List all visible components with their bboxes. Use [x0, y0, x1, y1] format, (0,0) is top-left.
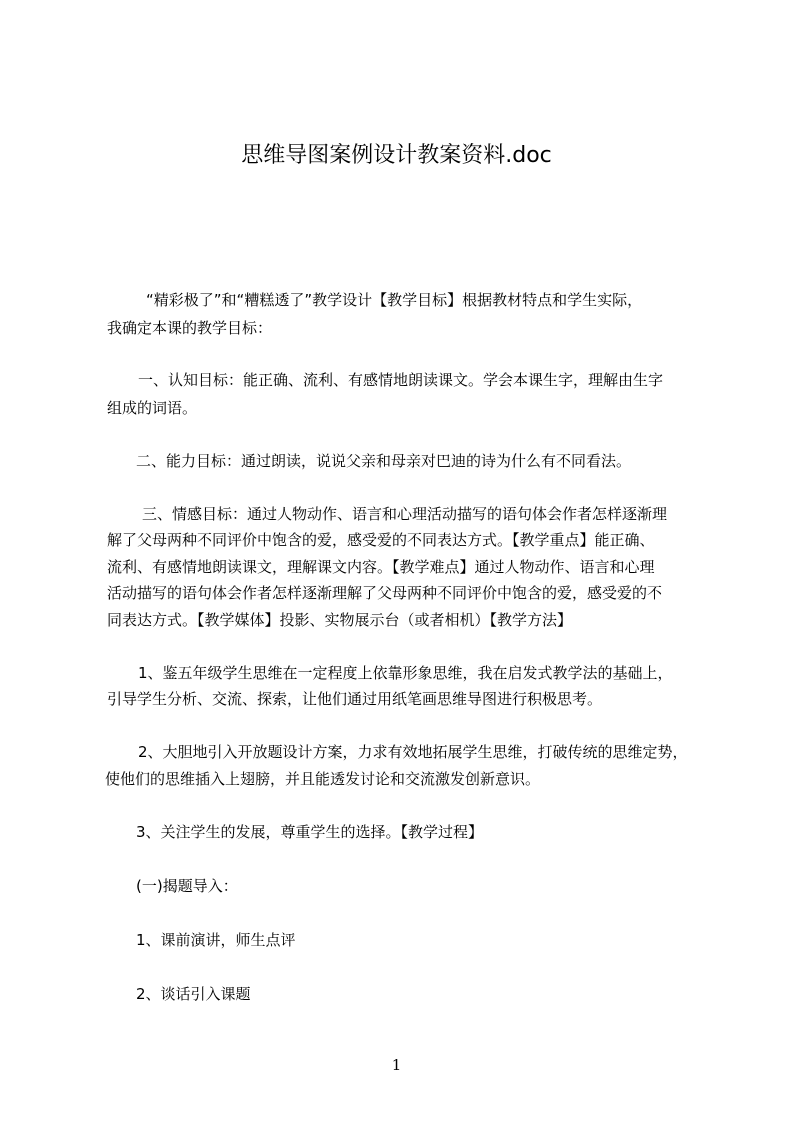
paragraph-9-line-1: 1、课前演讲，师生点评	[136, 931, 296, 949]
paragraph-6-line-1: 2、大胆地引入开放题设计方案，力求有效地拓展学生思维，打破传统的思维定势，	[138, 743, 688, 761]
paragraph-6-line-2: 使他们的思维插入上翅膀，并且能透发讨论和交流激发创新意识。	[105, 770, 541, 788]
document-title: 思维导图案例设计教案资料.doc	[241, 143, 552, 168]
paragraph-5-line-1: 1、鉴五年级学生思维在一定程度上依靠形象思维，我在启发式教学法的基础上，	[138, 664, 673, 682]
paragraph-4-line-2: 解了父母两种不同评价中饱含的爱，感受爱的不同表达方式。【教学重点】能正确、	[107, 531, 655, 549]
page-number: 1	[391, 1056, 402, 1074]
paragraph-1-line-1: “精彩极了”和“糟糕透了”教学设计【教学目标】根据教材特点和学生实际，	[146, 291, 643, 309]
paragraph-2-line-2: 组成的词语。	[107, 399, 198, 417]
paragraph-5-line-2: 引导学生分析、交流、探索，让他们通过用纸笔画思维导图进行积极思考。	[107, 690, 603, 708]
paragraph-2-line-1: 一、认知目标：能正确、流利、有感情地朗读课文。学会本课生字，理解由生字	[138, 371, 664, 389]
paragraph-4-line-1: 三、情感目标：通过人物动作、语言和心理活动描写的语句体会作者怎样逐渐理	[142, 505, 668, 523]
paragraph-4-line-5: 同表达方式。【教学媒体】投影、实物展示台（或者相机）【教学方法】	[107, 611, 573, 629]
paragraph-10-line-1: 2、谈话引入课题	[136, 985, 251, 1003]
paragraph-3-line-1: 二、能力目标：通过朗读，说说父亲和母亲对巴迪的诗为什么有不同看法。	[136, 452, 632, 470]
paragraph-7-line-1: 3、关注学生的发展，尊重学生的选择。【教学过程】	[136, 823, 484, 841]
paragraph-4-line-3: 流利、有感情地朗读课文，理解课文内容。【教学难点】通过人物动作、语言和心理	[107, 558, 655, 576]
paragraph-8-line-1: (一)揭题导入：	[136, 877, 238, 895]
paragraph-1-line-2: 我确定本课的教学目标：	[107, 319, 273, 337]
paragraph-4-line-4: 活动描写的语句体会作者怎样逐渐理解了父母两种不同评价中饱含的爱，感受爱的不	[107, 584, 663, 602]
